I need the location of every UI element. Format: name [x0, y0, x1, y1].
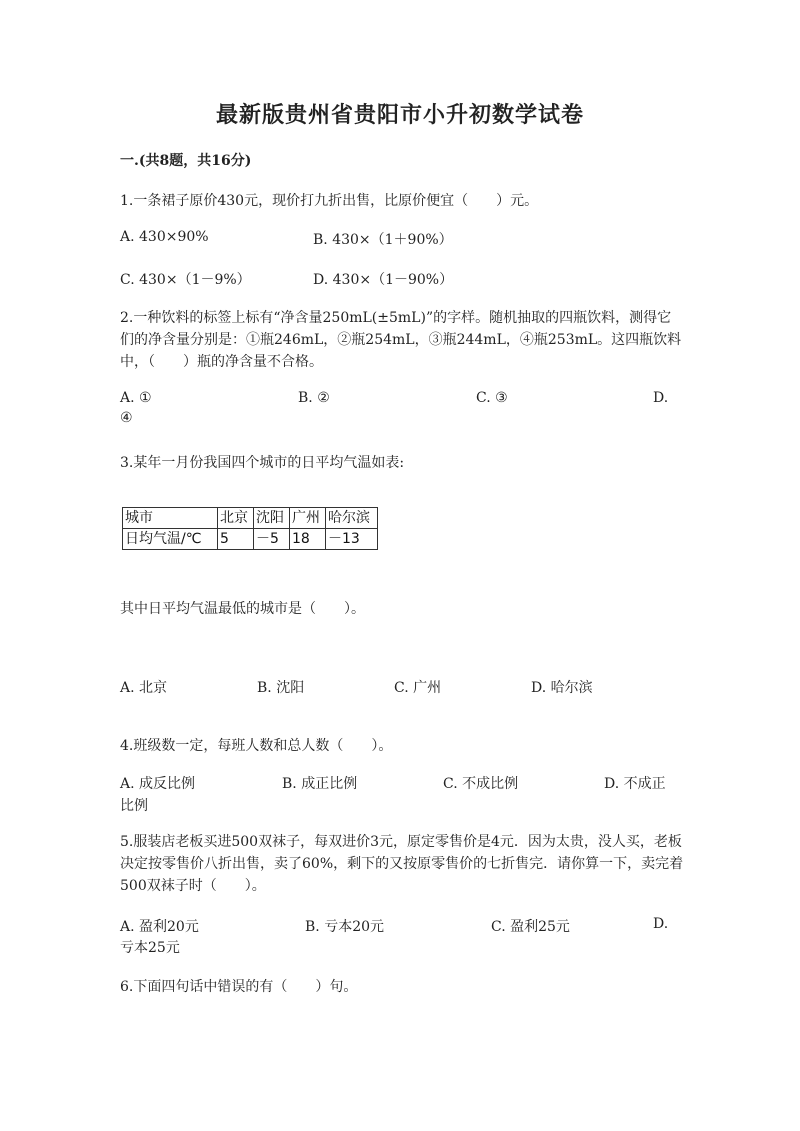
- question-2-option-b: B. ②: [298, 390, 330, 406]
- question-1-option-a: A. 430×90%: [120, 229, 209, 245]
- question-3-option-d: D. 哈尔滨: [531, 680, 593, 696]
- question-1-option-c: C. 430×（1－9%）: [120, 272, 251, 288]
- table-header-row: [123, 508, 378, 529]
- question-4-option-b: B. 成正比例: [282, 776, 358, 792]
- section-heading: 一.(共8题，共16分): [120, 153, 252, 169]
- table-cell: 沈阳: [254, 508, 290, 529]
- temperature-table: [122, 507, 378, 550]
- question-4-stem: 4.班级数一定，每班人数和总人数（ ）。: [120, 738, 393, 754]
- table-cell: 城市: [123, 508, 218, 529]
- question-5-option-b: B. 亏本20元: [305, 919, 385, 935]
- question-5-option-a: A. 盈利20元: [120, 919, 199, 935]
- question-4-option-c: C. 不成比例: [443, 776, 519, 792]
- table-cell: 北京: [218, 508, 254, 529]
- question-1-stem: 1.一条裙子原价430元，现价打九折出售，比原价便宜（ ）元。: [120, 193, 539, 209]
- table-cell: 5: [218, 529, 254, 550]
- table-cell: 广州: [290, 508, 326, 529]
- question-2-option-d-text: ④: [120, 410, 133, 426]
- question-6-stem: 6.下面四句话中错误的有（ ）句。: [120, 979, 358, 995]
- table-cell: 日均气温/℃: [123, 529, 218, 550]
- question-4-option-a: A. 成反比例: [120, 776, 196, 792]
- question-3-option-b: B. 沈阳: [257, 680, 305, 696]
- table-cell: 18: [290, 529, 326, 550]
- question-3-option-a: A. 北京: [120, 680, 168, 696]
- question-2-stem: 2.一种饮料的标签上标有“净含量250mL(±5mL)”的字样。随机抽取的四瓶饮料，测得它们的净含量分别是：①瓶246mL，②瓶254mL，③瓶244mL，④瓶253mL。这四瓶饮料中，（ ）瓶的净含量不合格。: [120, 310, 682, 370]
- question-4-option-d-label: D. 不成正: [604, 776, 666, 792]
- table-cell: 哈尔滨: [326, 508, 378, 529]
- table-cell: －13: [326, 529, 378, 550]
- page-title: 最新版贵州省贵阳市小升初数学试卷: [215, 102, 584, 128]
- question-5-option-d-text: 亏本25元: [120, 940, 180, 956]
- question-5-stem: 5.服装店老板买进500双袜子，每双进价3元，原定零售价是4元．因为太贵，没人买，老板决定按零售价八折出售，卖了60%，剩下的又按原零售价的七折售完．请你算一下，卖完着500双袜子时（ ）。: [120, 834, 684, 894]
- question-1-option-d: D. 430×（1－90%）: [313, 272, 454, 288]
- table-cell: －5: [254, 529, 290, 550]
- question-1-option-b: B. 430×（1＋90%）: [313, 232, 453, 248]
- question-3-question: 其中日平均气温最低的城市是（ ）。: [120, 601, 365, 617]
- question-2-option-a: A. ①: [120, 390, 152, 406]
- question-3-option-c: C. 广州: [394, 680, 442, 696]
- question-5-option-c: C. 盈利25元: [491, 919, 570, 935]
- question-2-option-c: C. ③: [476, 390, 508, 406]
- question-3-stem: 3.某年一月份我国四个城市的日平均气温如表:: [120, 455, 405, 471]
- question-4-option-d-text: 比例: [120, 798, 148, 814]
- question-2-option-d-label: D.: [653, 390, 669, 406]
- table-row: [123, 529, 378, 550]
- question-5-option-d-label: D.: [653, 916, 669, 932]
